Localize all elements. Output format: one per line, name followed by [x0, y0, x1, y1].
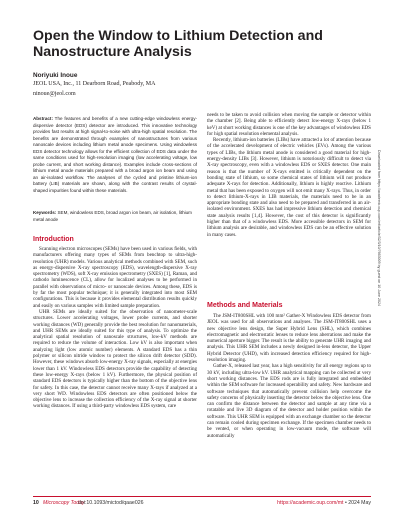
body-paragraph: Gather-X, released last year, has a high sensitivity for all energy regions up to 30 kV, including ultra-low kV. UHR analytical mapping can be collected at very short working distances. The EDS rods are is fully integrated and embedded within the SEM software for increased operability and safety. New hardware and software techniques that automatically prevent collision help overcome the safety concerns of physically inserting the detector below the objective lens. One can confirm the distance between the detector and sample at any time via a rotatable and live 3D diagram of the detector and holder position within the software. This UHR SEM is equipped with an exchange chamber so the detector can remain cooled during specimen exchange. If the specimen chamber needs to be vented, or when operating in low-vacuum mode, the software will automatically: [207, 363, 371, 439]
abstract-text: The features and benefits of a new cutting-edge windowless energy-dispersive detector (EDS) detector are introduced. This innovative technology provides fast results at high signal-to-noise with ultra-high spatial resolution. The benefits are demonstrated through examples of nanostructures from various nanoscale devices including lithium metal anode specimens. Using windowless EDS detector technology allows for the efficient collection of EDS data under the same conditions used for high-resolution imaging (low accelerating voltage, low probe current, and short working distance). Examples include cross-sections of lithium metal anode materials prepared with a broad argon ion beam and using an air-isolated workflow. The analyses of the cycled and pristine lithium-ion battery (LIB) materials are shown, along with the contrast results of crystal-shaped impurities found within these materials.: [33, 116, 197, 194]
journal-name: Microscopy Today: [43, 500, 85, 506]
abstract-label: Abstract:: [33, 116, 53, 121]
keywords-text: SEM, windowless EDS, broad argon ion beam, air isolation, lithium metal anode: [33, 210, 192, 222]
doi-link[interactable]: doi:10.1093/mictod/qaae026: [78, 500, 144, 506]
body-paragraph: Scanning electron microscopes (SEMs) have been used in various fields, with manufacturers offering many types of SEMs from benchtop to ultra-high-resolution (UHR) models. Various analytical methods combined with SEM, such as energy-dispersive X-ray spectroscopy (EDS), wavelength-dispersive X-ray spectrometry (WDS), soft X-ray emission spectrometry (SXES) [1], Raman, and cathodo luminescence (CL), allow for localized analyses to be performed in parallel with observations of micro- or nanoscale devices. Among these, EDS is by far the most popular technique; it is generally integrated into most SEM configurations. This is because it provides elemental distribution results quickly and easily on various samples with limited sample preparation.: [33, 246, 197, 309]
body-paragraph: The JSM-IT800SHL with 100 mm² Gather-X Windowless EDS detector from JEOL was used for all observations and analyses. The JSM-IT800SHL uses a new objective lens design, the Super Hybrid Lens (SHL), which combines electromagnetic and electrostatic lenses to reduce lens aberrations and make the numerical aperture bigger. The result is the ability to generate UHR imaging and analysis. This UHR SEM includes a newly designed in-lens detector, the Upper Hybrid Detector (UHD), with increased detection efficiency required for high-resolution imaging.: [207, 313, 371, 364]
section-heading-introduction: Introduction: [33, 236, 74, 243]
page-number: 10: [33, 500, 39, 506]
footer-divider: [33, 496, 371, 497]
download-notice: Downloaded from https://academic.oup.com/mt/article/32/3/10/7663009 by guest on 10 June 2024: [377, 150, 381, 307]
keywords: [33, 210, 197, 223]
column-right-methods: [207, 313, 371, 439]
section-heading-methods: Methods and Materials: [207, 302, 283, 309]
footer-right: [277, 500, 371, 506]
author-email[interactable]: ninoue@jeol.com: [33, 91, 76, 97]
keywords-label: Keywords:: [33, 210, 57, 215]
body-paragraph: UHR SEMs are ideally suited for the observation of nanometer-scale structures. Lower accelerating voltages, lower probe currents, and shorter working distances (WD) generally provide the best resolution for nanomaterials, and UHR SEMs are ideally suited for this type of analysis. To optimize the analytical spatial resolution of nanoscale structures, low-kV methods are required to reduce the volume of interaction. Low kV is also important when analyzing light (low atomic number) elements. A standard EDS has a thin polymer or silicon nitride window to protect the silicon drift detector (SDD). However, these windows absorb low-energy X-ray signals, especially at energies lower than 1 kV. Windowless EDS detectors provide the capability of detecting these low-energy X-rays (below 1 kV). Furthermore, the physical position of standard EDS detectors is typically higher than the bottom of the objective lens for safety. In this case, the detector cannot receive many X-rays if analyzed at a very short WD. Windowless EDS detectors are often positioned below the objective lens to increase the collection efficiency of the X-ray signal at shorter working distances. If using a third-party windowless EDS system, care: [33, 308, 197, 410]
body-paragraph: needs to be taken to avoid collision when moving the sample or detector within the chamber [2]. Being able to efficiently detect low-energy X-rays (below 1 keV) at short working distances is one of the key advantages of windowless EDS for high spatial resolution elemental analysis.: [207, 112, 371, 137]
article-title: Open the Window to Lithium Detection and Nanostructure Analysis: [33, 28, 323, 61]
author-affiliation: JEOL USA, Inc., 11 Dearborn Road, Peabody, MA: [33, 81, 156, 87]
abstract: [33, 116, 197, 195]
issue-date: 2024 May: [348, 500, 371, 506]
journal-url[interactable]: https://academic.oup.com/mt: [277, 500, 344, 506]
column-left: [33, 246, 197, 410]
footer-separator: •: [343, 500, 349, 506]
page-footer: [33, 500, 371, 510]
body-paragraph: Recently, lithium-ion batteries (LIBs) have attracted a lot of attention because of the accelerated development of electric vehicles (EVs). Among the various types of LIBs, the lithium metal anode is considered a good material for high-energy-density LIBs [3]. However, lithium is notoriously difficult to detect via X-ray spectroscopy, even with a windowless EDS or SXES detector. One main reason is that the number of X-rays emitted is critically dependent on the bonding state of lithium, so some chemical states of lithium will not produce adequate X-rays for detection. Additionally, lithium is highly reactive. Lithium metal that has been exposed to oxygen will not emit many X-rays. Thus, in order to detect lithium-X-rays in LIB materials, the materials need to be in an appropriate bonding state and also need to be prepared and transferred in an air-isolated environment. SXES has had impressive lithium detection and chemical state analysis results [1,4]. However, the cost of this detector is significantly higher than that of a windowless EDS. More accessible detectors in SEM for lithium analysis are desirable, and windowless EDS can be an effective solution in many cases.: [207, 137, 371, 238]
column-right-top: [207, 112, 371, 238]
author-name: Noriyuki Inoue: [33, 72, 78, 79]
